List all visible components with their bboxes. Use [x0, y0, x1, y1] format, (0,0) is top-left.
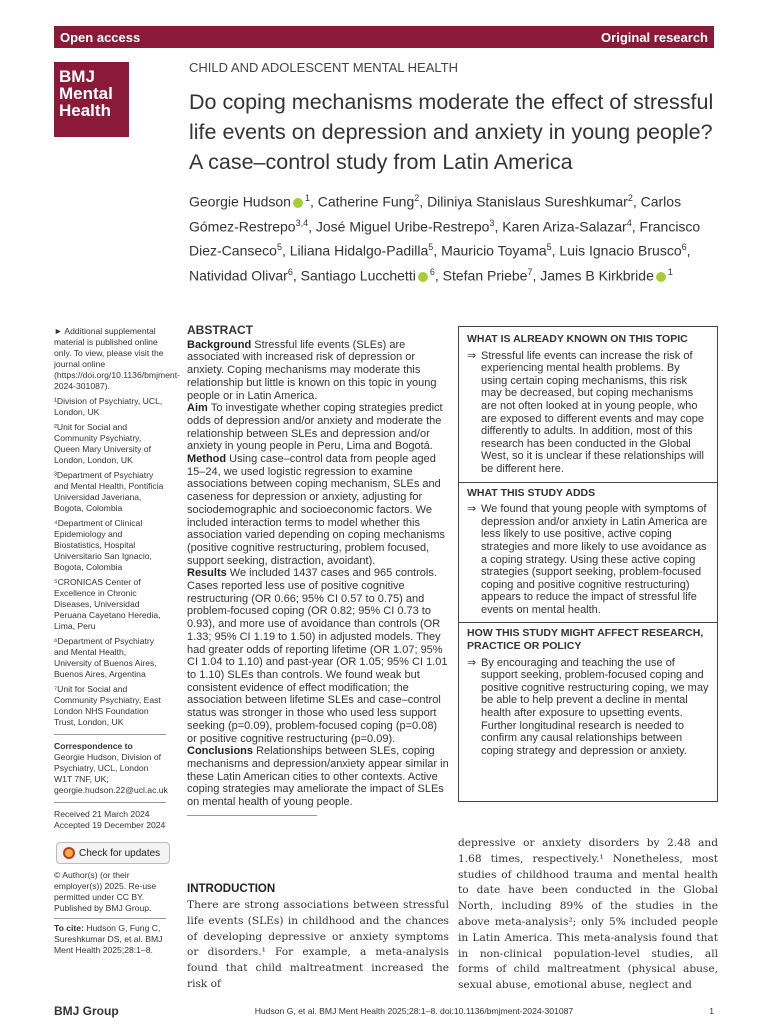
affiliations: [54, 396, 166, 728]
affiliation: ⁷Unit for Social and Community Psychiatry, East London NHS Foundation Trust, London, UK: [54, 684, 161, 727]
author-list: Georgie Hudson $^1$, Catherine Fung$^2$, Diliniya Stanislaus Sureshkumar$^2$, Carlos Gómez-Restrepo$^{3,4}$, José Miguel Uribe-Restrepo$^3$, Karen Ariza-Salazar$^4$, Francisco Diez-Canseco$^5$, Liliana Hidalgo-Padilla$^5$, Mauricio Toyama$^5$, Luis Ignacio Brusco$^6$, Natividad Olivar$^6$, Santiago Lucchetti $^6$, Stefan Priebe$^7$, James B Kirkbride $^1$: [189, 193, 701, 284]
keybox-item: ⇒ We found that young people with symptoms of depression and/or anxiety in Latin America are less likely to use positive, active coping strategies and more likely to use avoidance as a coping strategy. Using these active coping strategies (support seeking, problem-focused coping and positive cognitive restructuring) appears to reduce the impact of stressful life events on mental health.: [467, 503, 708, 616]
abstract-section: Method Using case–control data from people aged 15–24, we used logistic regression to examine associations between coping mechanism, SLEs and caseness for depression or anxiety, adjusting for sociodemographic and socioeconomic factors. We included interaction terms to model whether this association varied depending on coping mechanisms (positive cognitive restructuring, problem focused, support seeking, distraction, avoidant).: [187, 453, 446, 567]
abstract-section: Conclusions Relationships between SLEs, coping mechanisms and depression/anxiety appear similar in these Latin American cities to other contexts. Active coping strategies may ameliorate the impact of SLEs on mental health of young people.: [187, 745, 449, 809]
abstract-section: Results We included 1437 cases and 965 controls. Cases reported less use of positive cognitive restructuring (OR 0.66; 95% CI 0.57 to 0.75) and problem-focused coping (OR 0.82; 95% CI 0.73 to 0.93), and more use of avoidance than controls (OR 1.33; 95% CI 1.19 to 1.50) in adjusted models. They had greater odds of reporting lifetime (OR 1.07; 95% CI 1.04 to 1.10) and past-year (OR 1.05; 95% CI 1.01 to 1.10) SLEs than controls. We found weak but consistent evidence of effect modification; the association between lifetime SLEs and case–control status was stronger in those who used less support seeking (p=0.09), problem-focused coping (p=0.08) or positive cognitive restructuring (p=0.09).: [187, 567, 448, 745]
article-title: Do coping mechanisms moderate the effect of stressful life events on depression and anxiety in young people? A case–control study from Latin America: [189, 90, 714, 174]
intro-col1: There are strong associations between stressful life events (SLEs) in childhood and the chances of developing depressive or anxiety symptoms or disorders.¹ For example, a meta-analysis found that child maltreatment increased the risk of: [187, 899, 449, 990]
copyright: © Author(s) (or their employer(s)) 2025. Re-use permitted under CC BY. Published by BMJ Group.: [54, 870, 157, 913]
section-label: CHILD AND ADOLESCENT MENTAL HEALTH: [189, 60, 458, 75]
author-name: Natividad Olivar: [189, 267, 288, 284]
author-name: Karen Ariza-Salazar: [502, 218, 627, 235]
affiliation: ⁵CRONICAS Center of Excellence in Chronic Diseases, Universidad Peruana Cayetano Heredia, Lima, Peru: [54, 577, 161, 631]
page-number: 1: [709, 1006, 714, 1016]
affiliation-ref: 2: [414, 193, 420, 203]
arrow-icon: ⇒: [467, 503, 477, 516]
keybox-heading: HOW THIS STUDY MIGHT AFFECT RESEARCH, PRACTICE OR POLICY: [467, 627, 704, 653]
check-updates-icon: [63, 847, 75, 859]
correspondence: Georgie Hudson, Division of Psychiatry, UCL, London W1T 7NF, UK; georgie.hudson.22@ucl.ac.uk: [54, 752, 168, 795]
arrow-icon: ⇒: [467, 349, 477, 362]
affiliation-ref: 3,4: [295, 217, 309, 228]
author-name: Francisco Diez-Canseco: [189, 218, 701, 259]
author-name: Catherine Fung: [317, 193, 415, 210]
author-name: José Miguel Uribe-Restrepo: [315, 218, 490, 235]
check-updates-button[interactable]: Check for updates: [56, 842, 170, 864]
affiliation-ref: 1: [304, 193, 310, 203]
author-name: Carlos Gómez-Restrepo: [189, 193, 682, 235]
affiliation-ref: 6: [429, 266, 435, 277]
affiliation-ref: 2: [627, 193, 633, 203]
footer-brand: BMJ Group: [54, 1004, 119, 1018]
top-banner: [54, 26, 714, 48]
journal-logo: BMJ Mental Health: [54, 62, 129, 137]
page-footer: [54, 1004, 714, 1018]
affiliation-ref: 3: [489, 217, 495, 228]
affiliation: ⁴Department of Clinical Epidemiology and Biostatistics, Hospital Universitario San Ignacio, Bogota, Colombia: [54, 518, 152, 572]
author-name: James B Kirkbride: [540, 267, 654, 284]
affiliation-ref: 5: [546, 242, 552, 253]
author-name: Luis Ignacio Brusco: [559, 242, 682, 259]
key-messages-box: [458, 326, 718, 802]
cite-text: Hudson G, Fung C, Sureshkumar DS, et al. BMJ Ment Health 2025;28:1–8.: [54, 923, 163, 955]
keybox-item: ⇒ By encouraging and teaching the use of support seeking, problem-focused coping and positive cognitive restructuring coping, we may be able to help prevent a decline in mental health after exposure to upsetting events. Further longitudinal research is needed to confirm any causal relationships between coping strategy and depression or anxiety.: [467, 656, 709, 757]
affiliation-ref: 4: [626, 217, 632, 228]
abstract: [187, 324, 449, 816]
author-name: Stefan Priebe: [442, 267, 528, 284]
affiliation-ref: 5: [276, 242, 282, 253]
author-name: Diliniya Stanislaus Sureshkumar: [427, 193, 628, 210]
orcid-icon[interactable]: [418, 272, 428, 282]
affiliation: ²Unit for Social and Community Psychiatry, Queen Mary University of London, London, UK: [54, 422, 151, 465]
keybox-heading: WHAT IS ALREADY KNOWN ON THIS TOPIC: [467, 333, 688, 345]
copyright-block: [54, 870, 166, 956]
author-name: Santiago Lucchetti: [300, 267, 416, 284]
article-type-label: Original research: [601, 29, 708, 45]
author-name: Georgie Hudson: [189, 193, 291, 210]
supplemental-note: ► Additional supplemental material is published online only. To view, please visit the journal online (https://doi.org/10.1136/bmjment-2024-301087).: [54, 326, 180, 391]
keybox-heading: WHAT THIS STUDY ADDS: [467, 486, 596, 499]
intro-heading: INTRODUCTION: [187, 883, 276, 895]
affiliation-ref: 6: [681, 242, 687, 253]
sidebar: [54, 326, 180, 835]
accepted-date: Accepted 19 December 2024: [54, 820, 166, 830]
abstract-section: Background Stressful life events (SLEs) are associated with increased risk of depression or anxiety. Coping mechanisms may moderate this relationship but little is known on this topic in young people or in Latin America.: [187, 338, 437, 402]
author-name: Mauricio Toyama: [441, 242, 547, 259]
orcid-icon[interactable]: [293, 198, 303, 208]
intro-col2: depressive or anxiety disorders by 2.48 and 1.68 times, respectively.¹ Nonetheless, most studies of childhood trauma and mental health to date have been conducted in the Global North, including 89% of the studies in the above meta-analysis²; only 5% included people in Latin America. This meta-analysis found that in non-clinical population-level studies, all forms of child maltreatment (physical abuse, sexual abuse, emotional abuse, neglect and: [458, 837, 718, 992]
affiliation: ¹Division of Psychiatry, UCL, London, UK: [54, 396, 163, 417]
abstract-section: Aim To investigate whether coping strategies predict odds of depression and/or anxiety and moderate the relationship between SLEs and depression and/or anxiety in young people in Peru, Lima and Bogotá.: [187, 402, 443, 453]
abstract-heading: ABSTRACT: [187, 323, 253, 337]
affiliation-ref: 7: [527, 266, 533, 277]
orcid-icon[interactable]: [656, 272, 666, 282]
arrow-icon: ⇒: [467, 656, 477, 669]
keybox-item: ⇒ Stressful life events can increase the risk of experiencing mental health problems. By using certain coping mechanisms, this risk may be decreased, but coping mechanisms are not often looked at in young people, who are exposed to different events and may cope differently to adults. In addition, most of this research has been conducted in the Global West, so it is unclear if these relationships will be different here.: [467, 349, 704, 475]
footer-citation: Hudson G, et al. BMJ Ment Health 2025;28:1–8. doi:10.1136/bmjment-2024-301087: [254, 1006, 574, 1016]
open-access-label: Open access: [60, 29, 141, 45]
affiliation-ref: 6: [287, 266, 293, 277]
author-name: Liliana Hidalgo-Padilla: [289, 242, 429, 259]
affiliation: ³Department of Psychiatry and Mental Health, Pontificia Universidad Javeriana, Bogota, Colombia: [54, 470, 164, 513]
correspondence-label: Correspondence to: [54, 741, 133, 751]
affiliation-ref: 5: [428, 242, 434, 253]
affiliation-ref: 1: [667, 266, 673, 277]
affiliation: ⁶Department of Psychiatry and Mental Health, University of Buenos Aires, Buenos Aires, Argentina: [54, 636, 157, 679]
cite-label: To cite:: [54, 923, 84, 933]
received-date: Received 21 March 2024: [54, 809, 150, 819]
